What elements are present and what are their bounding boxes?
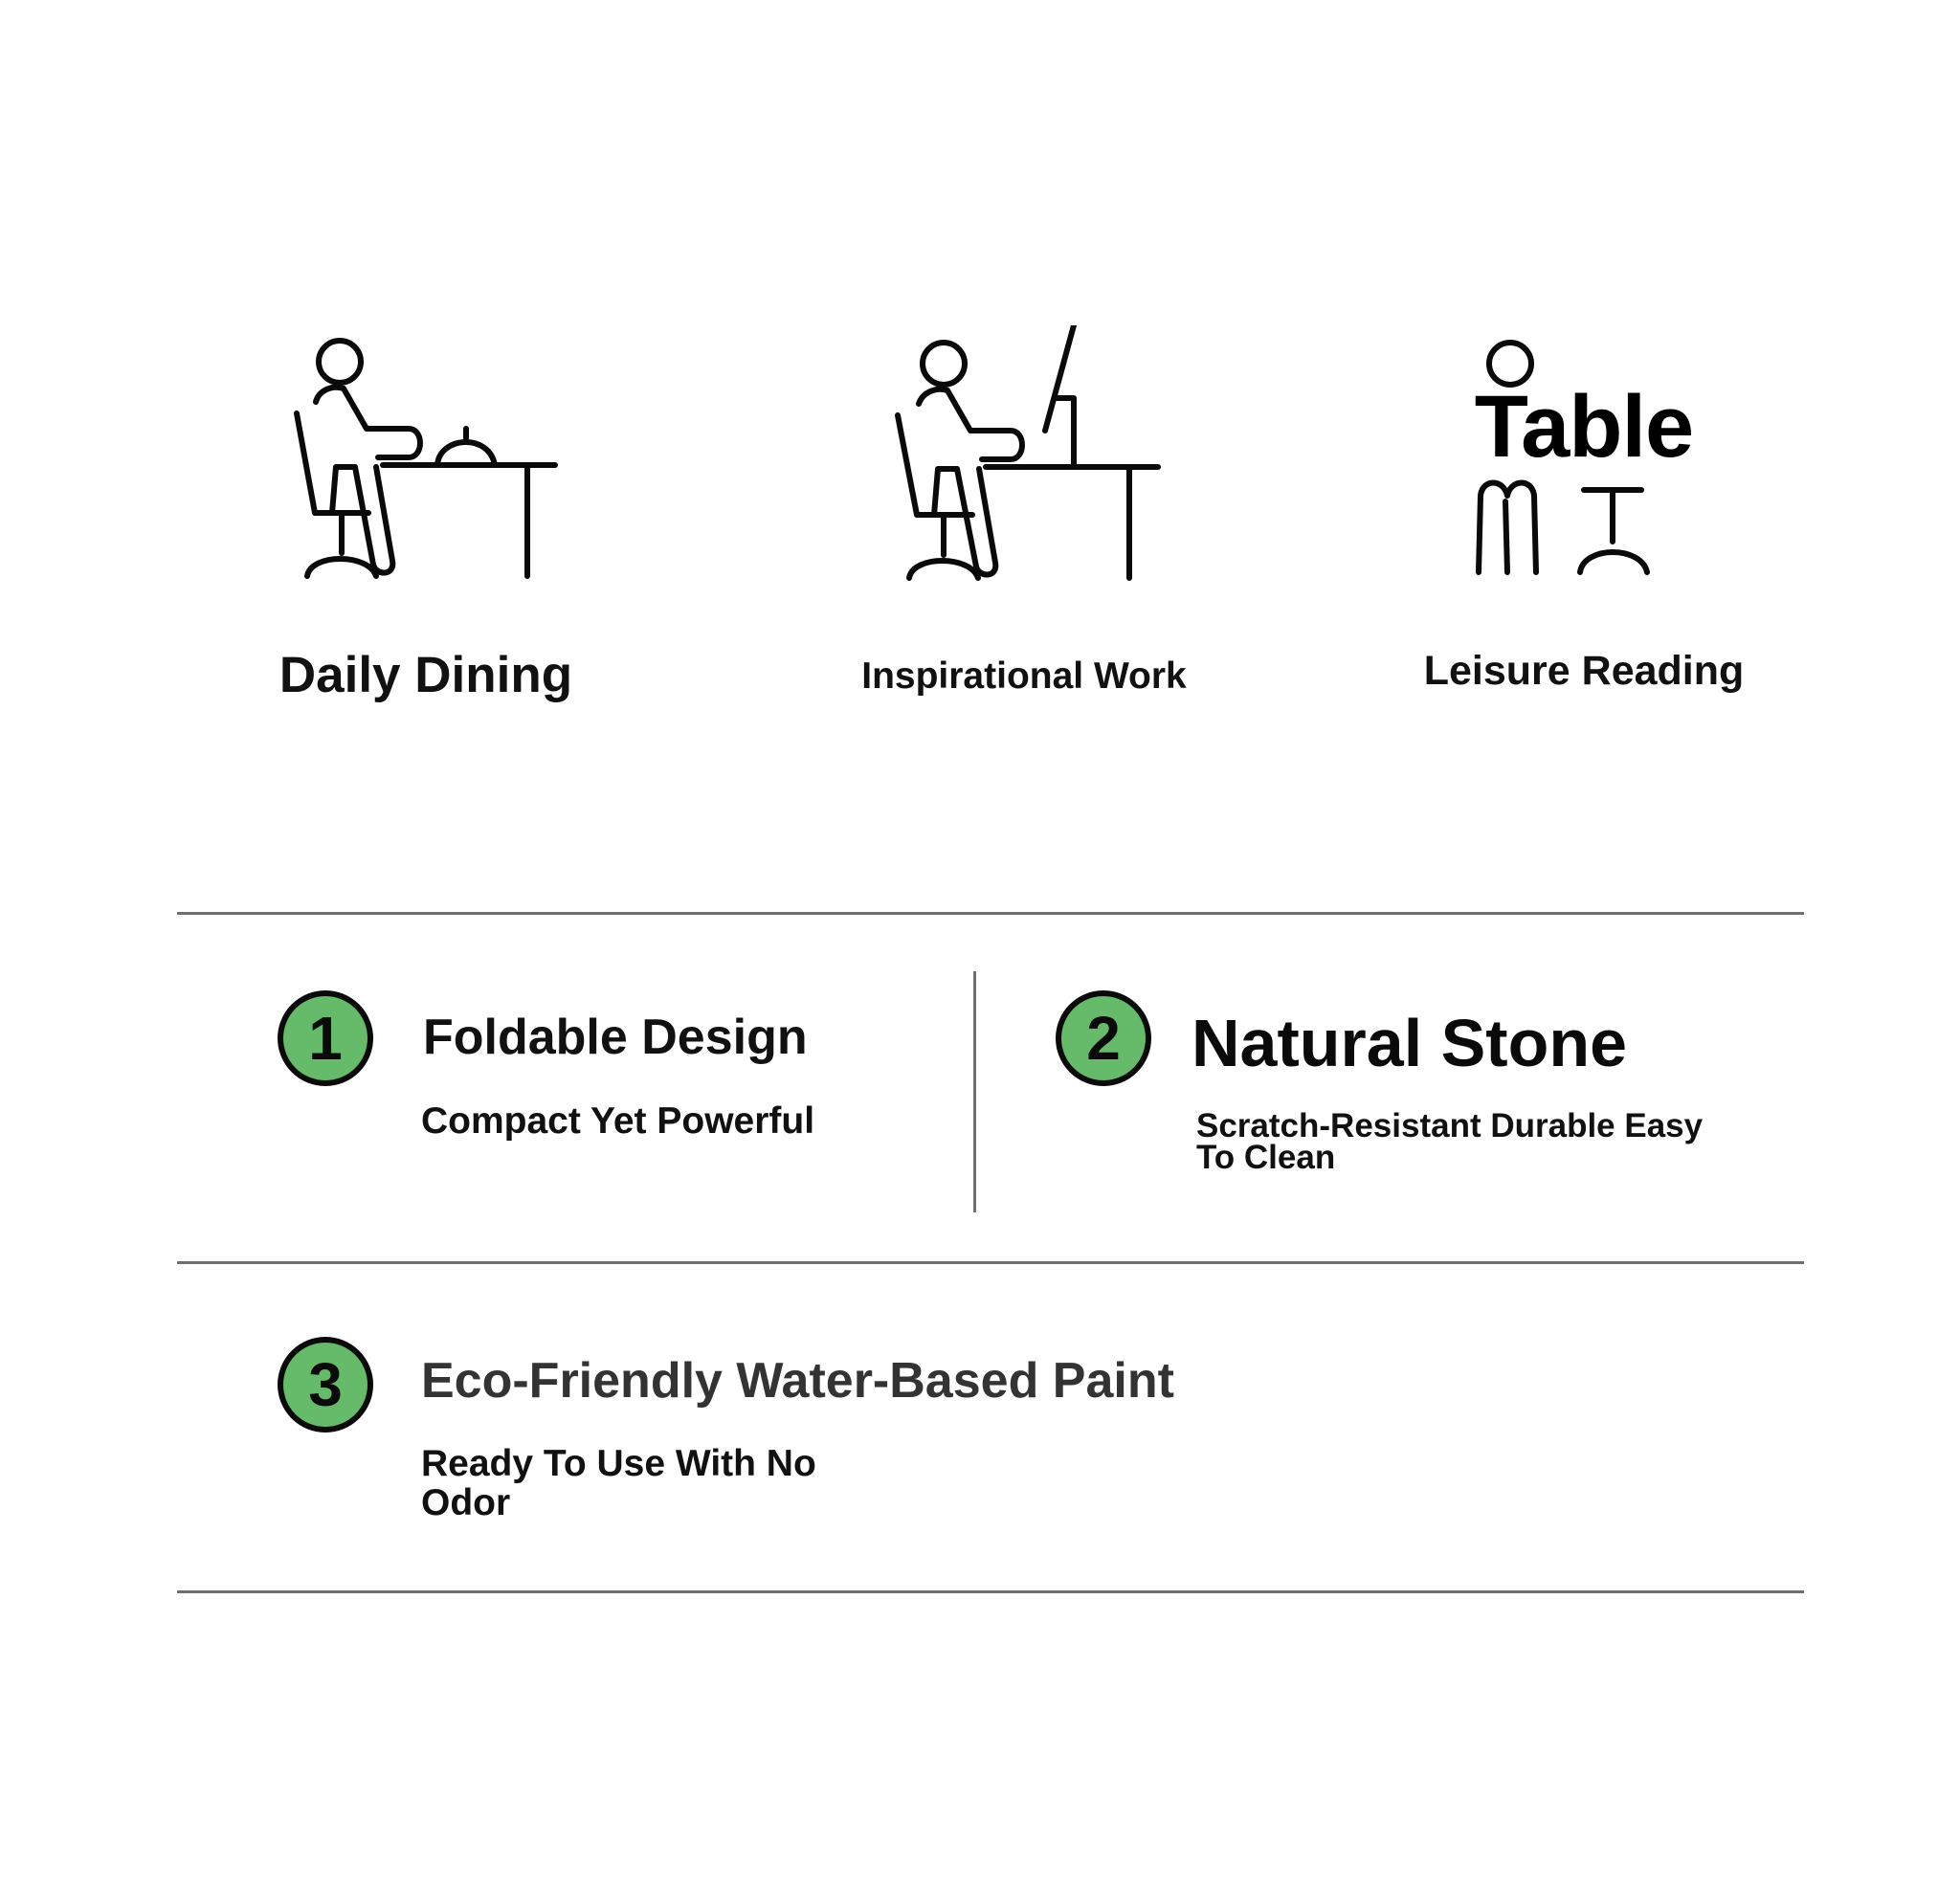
divider-line [177, 1261, 1804, 1264]
divider-line [177, 1590, 1804, 1593]
vertical-divider [973, 971, 976, 1212]
feature-title: Foldable Design [423, 1010, 808, 1065]
number-badge-3: 3 [278, 1337, 373, 1433]
feature-title: Natural Stone [1192, 1006, 1628, 1080]
feature-description: Compact Yet Powerful [421, 1100, 815, 1142]
table-word: Table [1474, 378, 1694, 476]
use-case-label: Inspirational Work [861, 655, 1187, 697]
person-dining-icon [225, 325, 627, 593]
number-badge-2: 2 [1056, 990, 1151, 1086]
use-case-label: Daily Dining [278, 647, 573, 703]
feature-description: Ready To Use With No Odor [421, 1443, 816, 1523]
divider-line [177, 912, 1804, 915]
use-case-label: Leisure Reading [1423, 648, 1745, 694]
feature-title: Eco-Friendly Water-Based Paint [421, 1353, 1174, 1409]
number-badge-1: 1 [278, 990, 373, 1086]
table-stool-icon [1383, 325, 1785, 593]
person-computer-desk-icon [823, 325, 1225, 593]
feature-description: Scratch-Resistant Durable Easy To Clean [1196, 1107, 1704, 1177]
